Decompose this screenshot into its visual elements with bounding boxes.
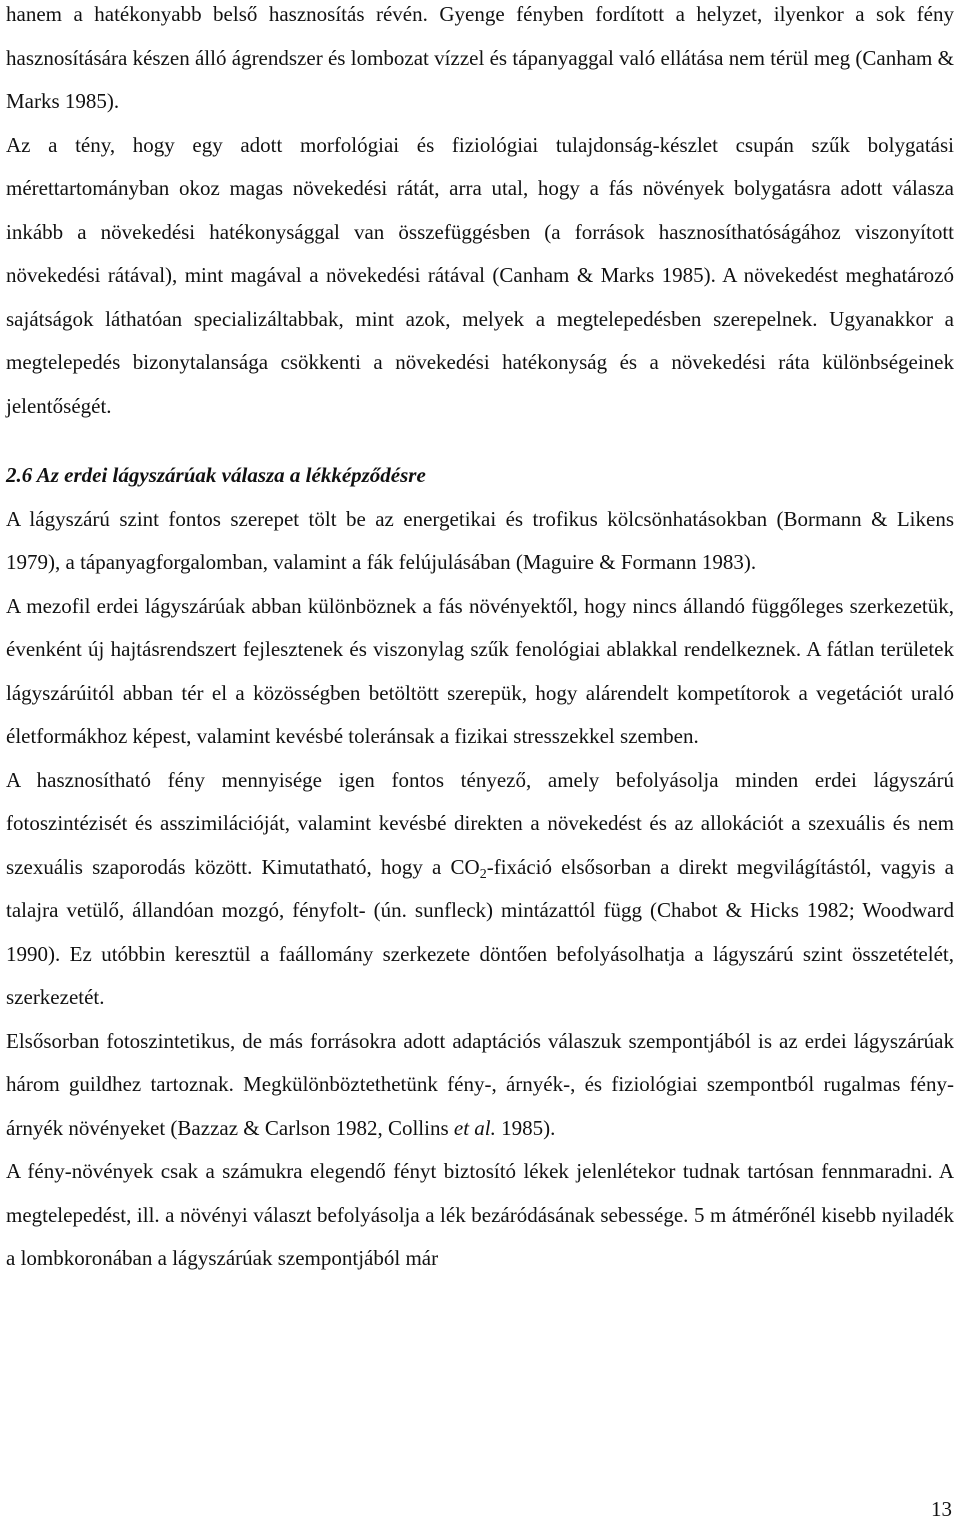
section-title: Az erdei lágyszárúak válasza a lékképződésre (36, 463, 426, 487)
page-number: 13 (931, 1497, 952, 1521)
paragraph-light-plants: A fény-növények csak a számukra elegendő fényt biztosító lékek jelenlétekor tudnak tartósan fennmaradni. A megtelepedést, ill. a növényi választ befolyásolja a lék bezáródásának sebessége. 5 m átmérőnél kisebb nyiladék a lombkoronában a lágyszárúak szempontjából már (6, 1159, 954, 1270)
text-segment: A hasznosítható fény mennyisége igen fontos tényező, amely befolyásolja minden erdei lágyszárú fotoszintézisét és asszimilációját, valamint kevésbé direkten a növekedést és az allokációt a szexuális és nem szexuális szaporodás között. Kimutatható, hogy a CO (6, 767, 954, 879)
text-segment: 1985). (495, 1115, 556, 1140)
paragraph-mesophyll-herbs: A mezofil erdei lágyszárúak abban különböznek a fás növényektől, hogy nincs állandó függőleges szerkezetük, évenként új hajtásrendszert fejlesztenek és viszonylag szűk fenológiai ablakkal rendelkeznek. A fátlan területek lágyszárúitól abban tér el a közösségben betöltött szerepük, hogy alárendelt kompetítorok a vegetációt uraló életformákhoz képest, valamint kevésbé toleránsak a fizikai stresszekkel szemben. (6, 593, 954, 748)
text-segment: Elsősorban fotoszintetikus, de más forrásokra adott adaptációs válaszuk szempontjából is az erdei lágyszárúak három guildhez tartoznak. Megkülönböztethetünk fény-, árnyék-, és fiziológiai szempontból rugalmas fény-árnyék növényeket (Bazzaz & Carlson 1982, Collins (6, 1028, 954, 1140)
paragraph-light-availability (6, 759, 954, 1020)
subscript: 2 (479, 866, 487, 882)
paragraph-guilds (6, 1020, 954, 1151)
paragraph-continuation: hanem a hatékonyabb belső hasznosítás révén. Gyenge fényben fordított a helyzet, ilyenkor a sok fény hasznosítására készen álló ágrendszer és lombozat vízzel és tápanyaggal való ellátása nem térül meg (Canham & Marks 1985). (6, 2, 954, 113)
section-heading (6, 454, 954, 498)
paragraph-growth-efficiency: Az a tény, hogy egy adott morfológiai és fiziológiai tulajdonság-készlet csupán szűk bolygatási mérettartományban okoz magas növekedési rátát, arra utal, hogy a fás növények bolygatásra adott válasza inkább a növekedési hatékonysággal van összefüggésben (a források hasznosíthatóságához viszonyított növekedési rátával), mint magával a növekedési rátával (Canham & Marks 1985). A növekedést meghatározó sajátságok láthatóan specializáltabbak, mint azok, melyek a megtelepedésben szerepelnek. Ugyanakkor a megtelepedés bizonytalansága csökkenti a növekedési hatékonyság és a növekedési ráta különbségeinek jelentőségét. (6, 132, 954, 418)
italic-et-al: et al. (453, 1115, 496, 1140)
document-page (6, 0, 954, 1281)
section-number: 2.6 (6, 463, 33, 487)
text-segment: -fixáció elsősorban a direkt megvilágítástól, vagyis a talajra vetülő, állandóan mozgó, fényfolt- (ún. sunfleck) mintázattól függ (Chabot & Hicks 1982; Woodward 1990). Ez utóbbin keresztül a faállomány szerkezete döntően befolyásolhatja a lágyszárú szint összetételét, szerkezetét. (6, 854, 954, 1009)
paragraph-herb-layer-role: A lágyszárú szint fontos szerepet tölt be az energetikai és trofikus kölcsönhatásokban (Bormann & Likens 1979), a tápanyagforgalomban, valamint a fák felújulásában (Maguire & Formann 1983). (6, 506, 954, 574)
